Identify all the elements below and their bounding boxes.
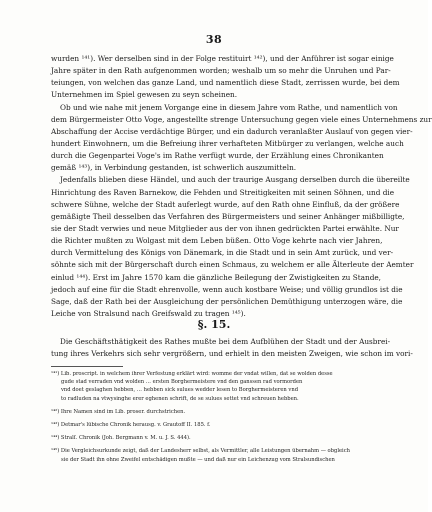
text-line: Jedenfalls blieben diese Händel, und auch der traurige Ausgang derselben durch die übereilte [60,175,410,185]
footnote-line: to radluden na vtwysinghe erer eghenen schrift, de se sulues settet vnd schreuen hebben. [61,395,299,402]
text-line: jedoch auf eine für die Stadt ehrenvolle, wenn auch kostbare Weise; und völlig grundlos ist die [51,284,403,294]
footnote-line: vnd doet geslaghen hebben, … hebben sick sulues wedder lesen to Borghermeisteren vnd [61,387,299,394]
footnote-line: ¹⁴⁴) Stralſ. Chronik (Joh. Bergmann v. M. u. J. S. 444). [51,435,191,442]
text-line: Leiche von Stralsund nach Greifswald zu tragen ¹⁴⁵). [51,308,246,318]
section-heading: §. 15. [197,318,231,331]
text-line: teiungen, von welchen das ganze Land, und namentlich diese Stadt, zerrissen wurde, bei dem [51,78,400,88]
paragraph [51,102,432,175]
text-line: söhnte sich mit der Bürgerschaft durch einen Schmaus, zu welchem er alle Älterleute der Aemter [51,260,414,270]
paragraph [51,174,414,320]
text-line: durch die Gegenpartei Voge's im Rathe verfügt wurde, der Erzählung eines Chronikanten [51,151,384,161]
text-line: Ob und wie nahe mit jenem Vorgange eine in diesem Jahre vom Rathe, und namentlich von [60,102,398,112]
footnote [51,370,381,403]
text-line: tung ihres Verkehrs sich sehr vergrößern, und erhielt in den meisten Zweigen, wie schon im vori- [51,349,413,359]
section-text [51,336,413,360]
text-line: Die Geschäftsthätigkeit des Rathes mußte bei dem Aufblühen der Stadt und der Ausbrei- [60,337,391,346]
footnote [51,447,381,463]
text-line: schwere Sühne, welche der Stadt auferlegt wurde, auf den Rath ohne Einfluß, da der größere [51,199,400,209]
text-line: hundert Einwohnern, um die Befreiung ihrer verhafteten Mitbürger zu verlangen, welche auch [51,138,404,148]
text-line: Jahre später in den Rath aufgenommen worden; weshalb um so mehr die Unruhen und Par- [51,66,391,76]
paragraph [51,53,400,102]
text-line: einlud ¹⁴⁴). Erst im Jahre 1570 kam die gänzliche Beilegung der Zwistigkeiten zu Stande, [51,272,381,282]
text-line: Hinrichtung des Raven Barnekow, die Fehden und Streitigkeiten mit seinen Söhnen, und die [51,187,395,197]
text-line: Abschaffung der Accise verdächtige Bürger, und ein dadurch veranlaßter Auslauf von gegen vier- [51,126,413,136]
text-line: Unternehmen im Spiel gewesen zu seyn scheinen. [51,90,238,100]
footnote-line: ¹⁴⁵) Die Vergleichsurkunde zeigt, daß der Landesherr selbst, als Vermittler, alle Leistungen übernahm — obgleich [51,448,350,455]
text-line: sie der Stadt verwies und neue Mitglieder aus der von ihnen gedrückten Partei erwählte. Nur [51,223,399,233]
text-line: wurden ¹⁴¹). Wer derselben sind in der Folge restituirt ¹⁴²), und der Anführer ist sogar einige [51,54,394,63]
main-text [51,53,432,320]
page-number: 38 [205,33,223,46]
footnote-line: ¹⁴²) Ihre Namen sind im Lib. proser. durchstrichen. [51,408,186,415]
footnote [51,421,381,429]
footnote-line: ¹⁴¹) Lib. proscript. in welchem ihrer Verfestung erklärt wird: womme der vndat willen, dat se wolden desse [51,371,333,377]
footnote-line: ¹⁴³) Detmar's lübische Chronik herausg. v. Grautoff II. 185. f. [51,421,211,428]
footnote [51,434,381,442]
footnotes [51,370,381,464]
text-line: gemäß ¹⁴³), in Verbindung gestanden, ist schwerlich auszumitteln. [51,163,297,173]
text-line: durch Vermittelung des Königs von Dänemark, in die Stadt und in sein Amt zurück, und ver- [51,248,394,258]
text-line: Sage, daß der Rath bei der Ausgleichung der persönlichen Demüthigung unterzogen wäre, die [51,296,403,306]
text-line: gemäßigte Theil desselben das Verfahren des Bürgermeisters und seiner Anhänger mißbilligte, [51,211,405,221]
footnote [51,408,381,416]
footnote-line: sie der Stadt ihn ohne Zweifel entschädigen mußte — und daß nur ein Leichenzug vom Stralsundischen [61,456,335,463]
footnote-divider [51,366,123,367]
text-line: dem Bürgermeister Otto Voge, angestellte strenge Untersuchung gegen viele eines Unternehmens zur [51,114,432,124]
text-line: die Richter mußten zu Wolgast mit dem Leben büßen. Otto Voge kehrte nach vier Jahren, [51,236,383,246]
footnote-line: gude stad verraden vnd wolden … ersten Borghermeistere vnd den ganssen rad vormorden [61,379,303,386]
